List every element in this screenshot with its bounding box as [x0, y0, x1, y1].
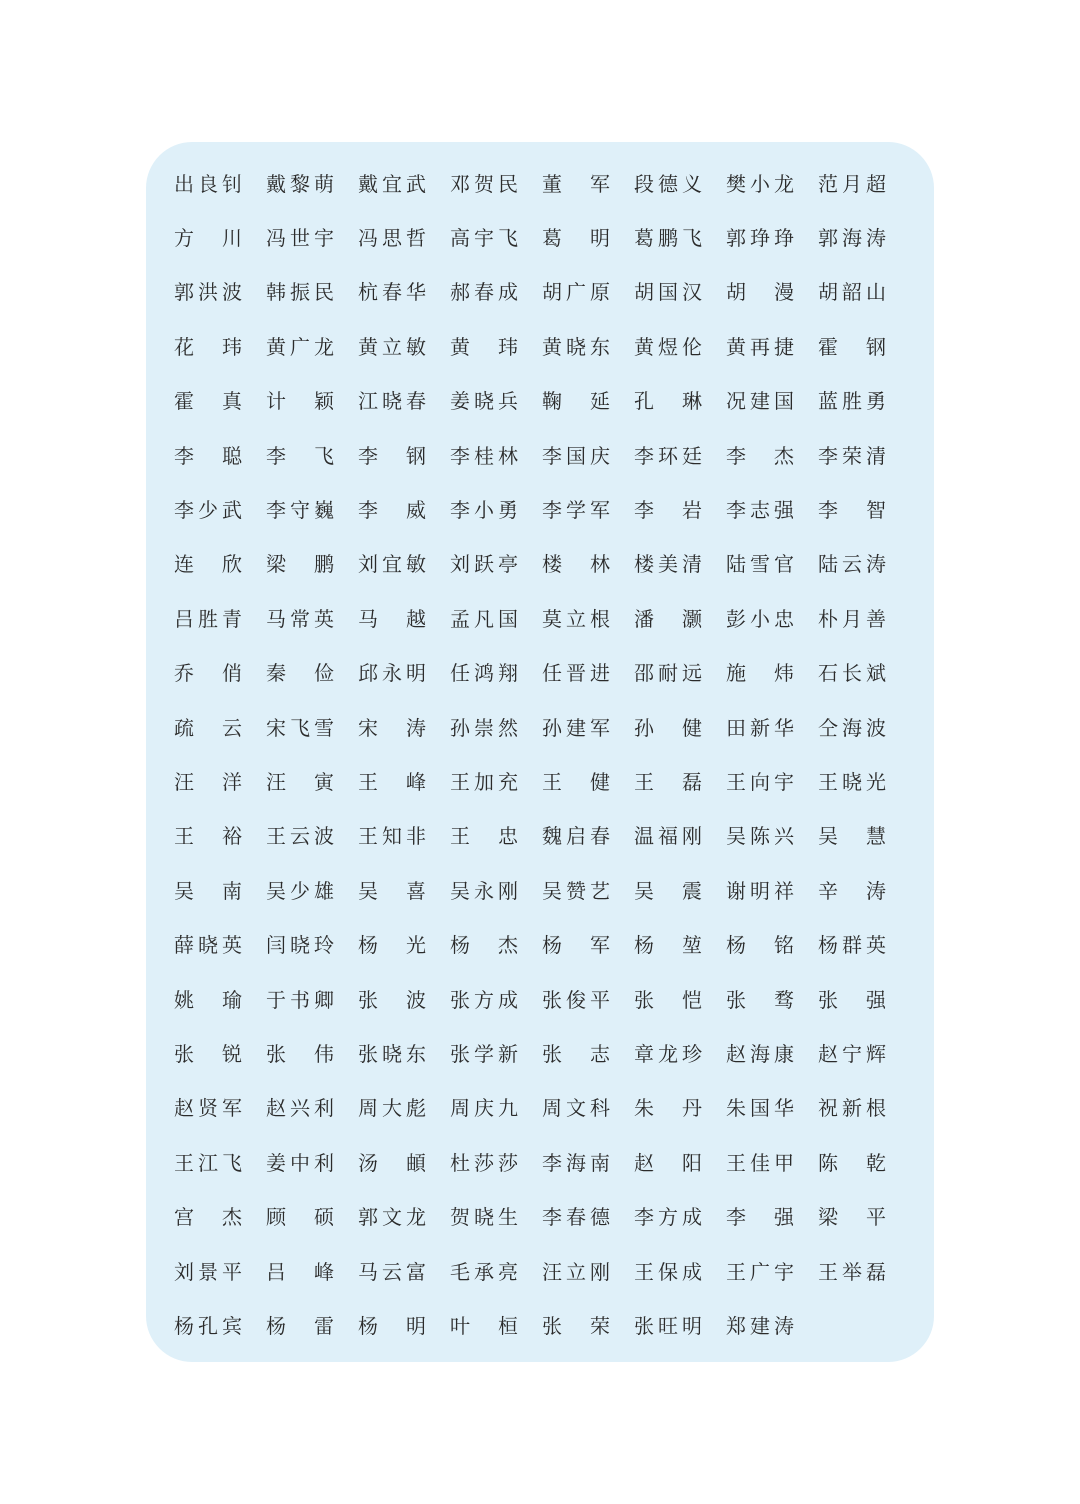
name-entry: 霍 钢 — [818, 334, 886, 359]
name-entry: 邱 永 明 — [358, 661, 426, 686]
name-entry: 吴 永 刚 — [450, 878, 518, 903]
name-entry: 计 颖 — [266, 389, 334, 414]
name-entry: 汪 寅 — [266, 769, 334, 794]
name-entry: 江 晓 春 — [358, 389, 426, 414]
name-entry: 马 越 — [358, 606, 426, 631]
name-entry: 朱 国 华 — [726, 1096, 794, 1121]
name-entry: 温 福 刚 — [634, 824, 702, 849]
name-entry: 张 伟 — [266, 1041, 334, 1066]
name-entry: 郭 文 龙 — [358, 1205, 426, 1230]
name-entry: 仝 海 波 — [818, 715, 886, 740]
name-entry: 邓 贺 民 — [450, 171, 518, 196]
name-entry: 赵 兴 利 — [266, 1096, 334, 1121]
name-entry: 张 波 — [358, 987, 426, 1012]
name-entry: 冯 世 宇 — [266, 226, 334, 251]
name-entry: 李 威 — [358, 498, 426, 523]
name-entry: 冯 思 哲 — [358, 226, 426, 251]
name-grid — [174, 155, 886, 1352]
name-entry: 杨 军 — [542, 933, 610, 958]
name-entry: 章 龙 珍 — [634, 1041, 702, 1066]
name-entry: 邵 耐 远 — [634, 661, 702, 686]
name-entry: 郭 琤 琤 — [726, 226, 794, 251]
name-entry: 赵 宁 辉 — [818, 1041, 886, 1066]
name-entry: 王 佳 甲 — [726, 1150, 794, 1175]
name-entry: 乔 俏 — [174, 661, 242, 686]
name-entry: 陈 乾 — [818, 1150, 886, 1175]
name-entry: 周 大 彪 — [358, 1096, 426, 1121]
name-entry: 胡 广 原 — [542, 280, 610, 305]
name-entry: 姜 晓 兵 — [450, 389, 518, 414]
name-entry: 李 小 勇 — [450, 498, 518, 523]
name-entry: 戴 宜 武 — [358, 171, 426, 196]
name-entry: 张 旺 明 — [634, 1313, 702, 1338]
name-entry: 李 国 庆 — [542, 443, 610, 468]
name-entry: 吴 少 雄 — [266, 878, 334, 903]
name-entry: 出 良 钊 — [174, 171, 242, 196]
name-entry: 疏 云 — [174, 715, 242, 740]
name-entry: 田 新 华 — [726, 715, 794, 740]
name-entry: 黄 晓 东 — [542, 334, 610, 359]
name-entry: 吕 胜 青 — [174, 606, 242, 631]
name-entry: 黄 再 捷 — [726, 334, 794, 359]
name-entry: 施 炜 — [726, 661, 794, 686]
name-entry: 方 川 — [174, 226, 242, 251]
name-entry: 李 强 — [726, 1205, 794, 1230]
name-entry: 宋 飞 雪 — [266, 715, 334, 740]
name-entry: 张 骛 — [726, 987, 794, 1012]
name-entry: 况 建 国 — [726, 389, 794, 414]
name-entry: 顾 硕 — [266, 1205, 334, 1230]
name-entry: 周 文 科 — [542, 1096, 610, 1121]
name-entry: 韩 振 民 — [266, 280, 334, 305]
name-entry: 张 恺 — [634, 987, 702, 1012]
name-entry: 祝 新 根 — [818, 1096, 886, 1121]
name-entry: 杨 明 — [358, 1313, 426, 1338]
name-entry: 杜 莎 莎 — [450, 1150, 518, 1175]
name-entry: 王 裕 — [174, 824, 242, 849]
name-entry: 葛 明 — [542, 226, 610, 251]
name-entry: 刘 宜 敏 — [358, 552, 426, 577]
name-entry: 樊 小 龙 — [726, 171, 794, 196]
name-entry: 辛 涛 — [818, 878, 886, 903]
name-entry: 王 云 波 — [266, 824, 334, 849]
name-entry: 王 保 成 — [634, 1259, 702, 1284]
name-entry: 张 荣 — [542, 1313, 610, 1338]
name-entry: 连 欣 — [174, 552, 242, 577]
name-entry: 莫 立 根 — [542, 606, 610, 631]
name-entry: 朱 丹 — [634, 1096, 702, 1121]
name-entry: 黄 广 龙 — [266, 334, 334, 359]
name-entry: 李 少 武 — [174, 498, 242, 523]
name-entry: 汤 頔 — [358, 1150, 426, 1175]
name-entry: 孙 建 军 — [542, 715, 610, 740]
name-entry: 杭 春 华 — [358, 280, 426, 305]
name-entry: 宫 杰 — [174, 1205, 242, 1230]
name-entry: 汪 洋 — [174, 769, 242, 794]
name-entry: 宋 涛 — [358, 715, 426, 740]
name-entry: 魏 启 春 — [542, 824, 610, 849]
name-entry: 胡 韶 山 — [818, 280, 886, 305]
name-entry: 杨 孔 宾 — [174, 1313, 242, 1338]
name-entry: 范 月 超 — [818, 171, 886, 196]
name-entry: 姚 瑜 — [174, 987, 242, 1012]
name-entry: 鞠 延 — [542, 389, 610, 414]
name-entry: 楼 美 清 — [634, 552, 702, 577]
name-entry: 郭 洪 波 — [174, 280, 242, 305]
name-entry: 黄 玮 — [450, 334, 518, 359]
name-entry: 郑 建 涛 — [726, 1313, 794, 1338]
name-entry: 杨 群 英 — [818, 933, 886, 958]
name-entry: 张 俊 平 — [542, 987, 610, 1012]
name-entry: 李 岩 — [634, 498, 702, 523]
name-entry: 王 峰 — [358, 769, 426, 794]
name-entry: 吴 南 — [174, 878, 242, 903]
name-entry: 吴 喜 — [358, 878, 426, 903]
name-entry: 李 方 成 — [634, 1205, 702, 1230]
name-entry: 吴 震 — [634, 878, 702, 903]
name-entry: 黄 立 敏 — [358, 334, 426, 359]
name-entry: 王 忠 — [450, 824, 518, 849]
name-entry: 胡 漫 — [726, 280, 794, 305]
name-entry: 周 庆 九 — [450, 1096, 518, 1121]
name-entry: 陆 云 涛 — [818, 552, 886, 577]
name-entry: 高 宇 飞 — [450, 226, 518, 251]
name-entry: 陆 雪 官 — [726, 552, 794, 577]
name-entry: 杨 铭 — [726, 933, 794, 958]
name-entry: 董 军 — [542, 171, 610, 196]
name-entry: 孙 崇 然 — [450, 715, 518, 740]
name-entry: 刘 跃 亭 — [450, 552, 518, 577]
name-entry: 李 钢 — [358, 443, 426, 468]
name-entry: 李 智 — [818, 498, 886, 523]
name-entry: 王 加 充 — [450, 769, 518, 794]
name-entry: 胡 国 汉 — [634, 280, 702, 305]
name-entry: 张 晓 东 — [358, 1041, 426, 1066]
name-entry: 花 玮 — [174, 334, 242, 359]
name-entry: 彭 小 忠 — [726, 606, 794, 631]
name-entry: 梁 鹏 — [266, 552, 334, 577]
name-entry: 杨 堃 — [634, 933, 702, 958]
name-entry: 李 荣 清 — [818, 443, 886, 468]
name-entry: 马 常 英 — [266, 606, 334, 631]
name-entry: 王 知 非 — [358, 824, 426, 849]
name-entry: 潘 灏 — [634, 606, 702, 631]
name-entry: 李 飞 — [266, 443, 334, 468]
name-entry: 段 德 义 — [634, 171, 702, 196]
name-entry: 李 聪 — [174, 443, 242, 468]
name-entry: 李 守 巍 — [266, 498, 334, 523]
name-entry: 王 向 宇 — [726, 769, 794, 794]
name-entry: 梁 平 — [818, 1205, 886, 1230]
name-entry: 霍 真 — [174, 389, 242, 414]
name-entry: 王 江 飞 — [174, 1150, 242, 1175]
name-entry: 谢 明 祥 — [726, 878, 794, 903]
name-entry: 马 云 富 — [358, 1259, 426, 1284]
name-entry: 于 书 卿 — [266, 987, 334, 1012]
name-entry: 李 海 南 — [542, 1150, 610, 1175]
name-entry: 杨 杰 — [450, 933, 518, 958]
name-entry: 郝 春 成 — [450, 280, 518, 305]
name-entry: 郭 海 涛 — [818, 226, 886, 251]
name-entry: 赵 阳 — [634, 1150, 702, 1175]
name-entry: 戴 黎 萌 — [266, 171, 334, 196]
name-entry: 李 环 廷 — [634, 443, 702, 468]
name-entry: 薛 晓 英 — [174, 933, 242, 958]
name-entry: 叶 桓 — [450, 1313, 518, 1338]
name-entry: 李 学 军 — [542, 498, 610, 523]
name-entry: 赵 海 康 — [726, 1041, 794, 1066]
name-entry: 刘 景 平 — [174, 1259, 242, 1284]
name-entry: 王 举 磊 — [818, 1259, 886, 1284]
name-entry: 蓝 胜 勇 — [818, 389, 886, 414]
name-entry: 朴 月 善 — [818, 606, 886, 631]
name-entry: 姜 中 利 — [266, 1150, 334, 1175]
name-entry: 石 长 斌 — [818, 661, 886, 686]
name-entry: 孙 健 — [634, 715, 702, 740]
name-entry: 张 锐 — [174, 1041, 242, 1066]
name-entry: 李 志 强 — [726, 498, 794, 523]
name-entry: 杨 光 — [358, 933, 426, 958]
name-entry: 张 方 成 — [450, 987, 518, 1012]
name-entry: 张 强 — [818, 987, 886, 1012]
name-entry: 张 学 新 — [450, 1041, 518, 1066]
name-entry: 孔 琳 — [634, 389, 702, 414]
name-entry: 赵 贤 军 — [174, 1096, 242, 1121]
name-entry: 王 广 宇 — [726, 1259, 794, 1284]
name-entry: 杨 雷 — [266, 1313, 334, 1338]
name-entry: 孟 凡 国 — [450, 606, 518, 631]
name-entry: 闫 晓 玲 — [266, 933, 334, 958]
name-entry: 吕 峰 — [266, 1259, 334, 1284]
name-entry: 李 春 德 — [542, 1205, 610, 1230]
name-entry: 楼 林 — [542, 552, 610, 577]
name-entry: 张 志 — [542, 1041, 610, 1066]
name-entry: 任 鸿 翔 — [450, 661, 518, 686]
name-entry: 王 磊 — [634, 769, 702, 794]
name-entry: 毛 承 亮 — [450, 1259, 518, 1284]
name-entry: 李 桂 林 — [450, 443, 518, 468]
name-entry: 吴 慧 — [818, 824, 886, 849]
name-entry: 王 健 — [542, 769, 610, 794]
name-entry: 贺 晓 生 — [450, 1205, 518, 1230]
name-entry: 黄 煜 伦 — [634, 334, 702, 359]
name-entry: 汪 立 刚 — [542, 1259, 610, 1284]
name-entry: 任 晋 进 — [542, 661, 610, 686]
name-entry: 吴 赞 艺 — [542, 878, 610, 903]
name-entry: 王 晓 光 — [818, 769, 886, 794]
name-entry: 葛 鹏 飞 — [634, 226, 702, 251]
name-entry: 李 杰 — [726, 443, 794, 468]
name-entry: 吴 陈 兴 — [726, 824, 794, 849]
name-entry: 秦 俭 — [266, 661, 334, 686]
